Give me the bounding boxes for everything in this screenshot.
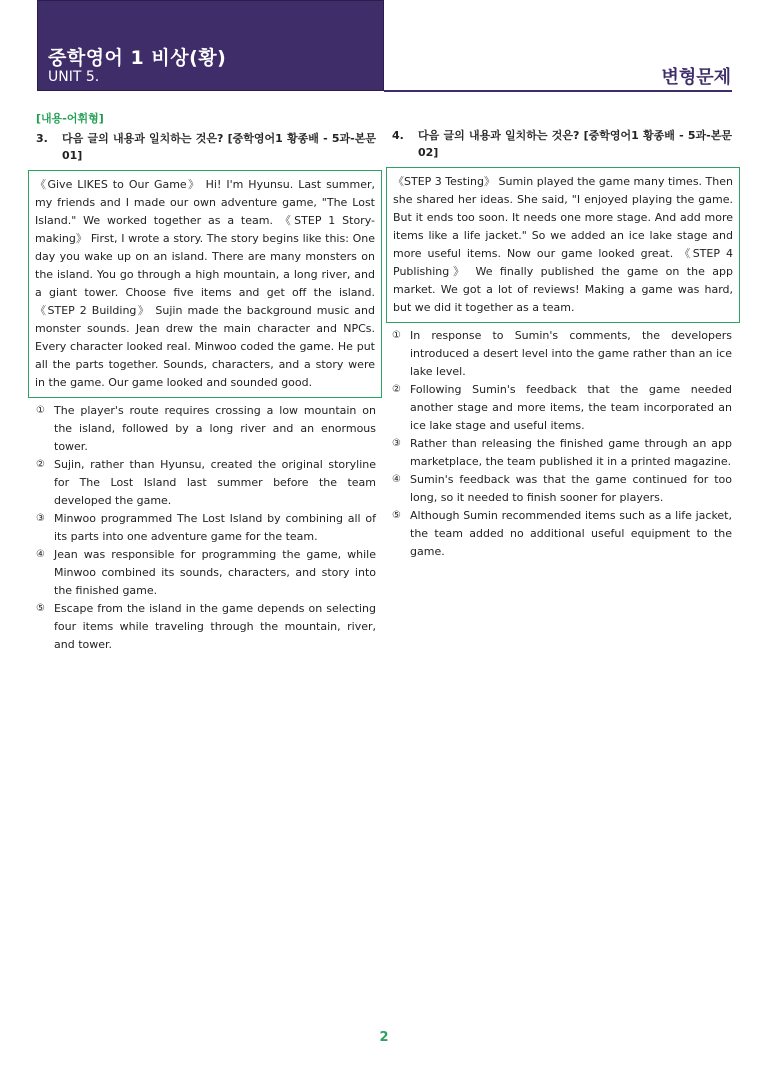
- option-text: Sujin, rather than Hyunsu, created the original storyline for The Lost Island last summer before the team developed the game.: [54, 458, 376, 507]
- option-text: Escape from the island in the game depends on selecting four items while traveling through the mountain, river, and tower.: [54, 602, 376, 651]
- option-text: Following Sumin's feedback that the game needed another stage and more items, the team incorporated an ice lake stage and useful items.: [410, 383, 732, 432]
- header-banner: [37, 0, 384, 91]
- option-number: ②: [392, 384, 401, 395]
- option-5[interactable]: [36, 600, 376, 654]
- option-2[interactable]: [392, 381, 732, 435]
- unit-label: UNIT 5.: [48, 69, 100, 85]
- option-number: ②: [36, 459, 45, 470]
- option-5[interactable]: [392, 507, 732, 561]
- option-4[interactable]: [392, 471, 732, 507]
- option-number: ⑤: [392, 510, 401, 521]
- answer-options: [36, 402, 376, 654]
- book-title: 중학영어 1 비상(황): [48, 47, 227, 69]
- question-number: 4.: [392, 129, 404, 142]
- answer-options: [392, 327, 732, 561]
- option-number: ③: [36, 513, 45, 524]
- option-number: ①: [36, 405, 45, 416]
- question-number: 3.: [36, 132, 48, 145]
- option-number: ④: [392, 474, 401, 485]
- question-4-prompt: [392, 127, 732, 161]
- header-divider: [384, 90, 732, 92]
- question-text: 다음 글의 내용과 일치하는 것은? [중학영어1 황종배 - 5과-본문 02]: [418, 129, 732, 159]
- page-number: 2: [379, 1030, 389, 1045]
- option-number: ⑤: [36, 603, 45, 614]
- question-3: [36, 110, 376, 654]
- option-text: Although Sumin recommended items such as a life jacket, the team added no additional useful equipment to the game.: [410, 509, 732, 558]
- option-1[interactable]: [36, 402, 376, 456]
- option-2[interactable]: [36, 456, 376, 510]
- question-text: 다음 글의 내용과 일치하는 것은? [중학영어1 황종배 - 5과-본문 01]: [62, 132, 376, 162]
- option-number: ③: [392, 438, 401, 449]
- option-text: Rather than releasing the finished game through an app marketplace, the team published it in a printed magazine.: [410, 437, 732, 468]
- option-number: ④: [36, 549, 45, 560]
- option-3[interactable]: [392, 435, 732, 471]
- option-text: Minwoo programmed The Lost Island by combining all of its parts into one adventure game for the team.: [54, 512, 376, 543]
- question-3-prompt: [36, 130, 376, 164]
- option-text: Sumin's feedback was that the game continued for too long, so it needed to finish sooner for players.: [410, 473, 732, 504]
- option-3[interactable]: [36, 510, 376, 546]
- option-text: Jean was responsible for programming the game, while Minwoo combined its sounds, characters, and story into the finished game.: [54, 548, 376, 597]
- option-4[interactable]: [36, 546, 376, 600]
- question-type-tag: [내용-어휘형]: [36, 112, 104, 125]
- option-number: ①: [392, 330, 401, 341]
- option-text: In response to Sumin's comments, the developers introduced a desert level into the game rather than an ice lake level.: [410, 329, 732, 378]
- passage-box: 《STEP 3 Testing》 Sumin played the game many times. Then she shared her ideas. She said, "I enjoyed playing the game. But it ends too soon. It needs one more stage. And add more items like a life jacket." So we added an ice lake stage and more useful items. Now our game looked great. 《STEP 4 Publishing》 We finally published the game on the app market. We got a lot of reviews! Making a game was hard, but we did it together as a team.: [386, 167, 740, 323]
- option-1[interactable]: [392, 327, 732, 381]
- passage-box: 《Give LIKES to Our Game》 Hi! I'm Hyunsu. Last summer, my friends and I made our own adventure game, "The Lost Island." We worked together as a team. 《STEP 1 Story-making》 First, I wrote a story. The story begins like this: One day you wake up on an island. There are many monsters on the island. You go through a high mountain, a long river, and a giant tower. Choose five items and get off the island. 《STEP 2 Building》 Sujin made the background music and monster sounds. Jean drew the main character and NPCs. Every character looked real. Minwoo coded the game. He put all the parts together. Sounds, characters, and a story were in the game. Our game looked and sounded good.: [28, 170, 382, 398]
- section-label: 변형문제: [661, 67, 731, 88]
- option-text: The player's route requires crossing a low mountain on the island, followed by a long river and an enormous tower.: [54, 404, 376, 453]
- question-4: [392, 110, 732, 561]
